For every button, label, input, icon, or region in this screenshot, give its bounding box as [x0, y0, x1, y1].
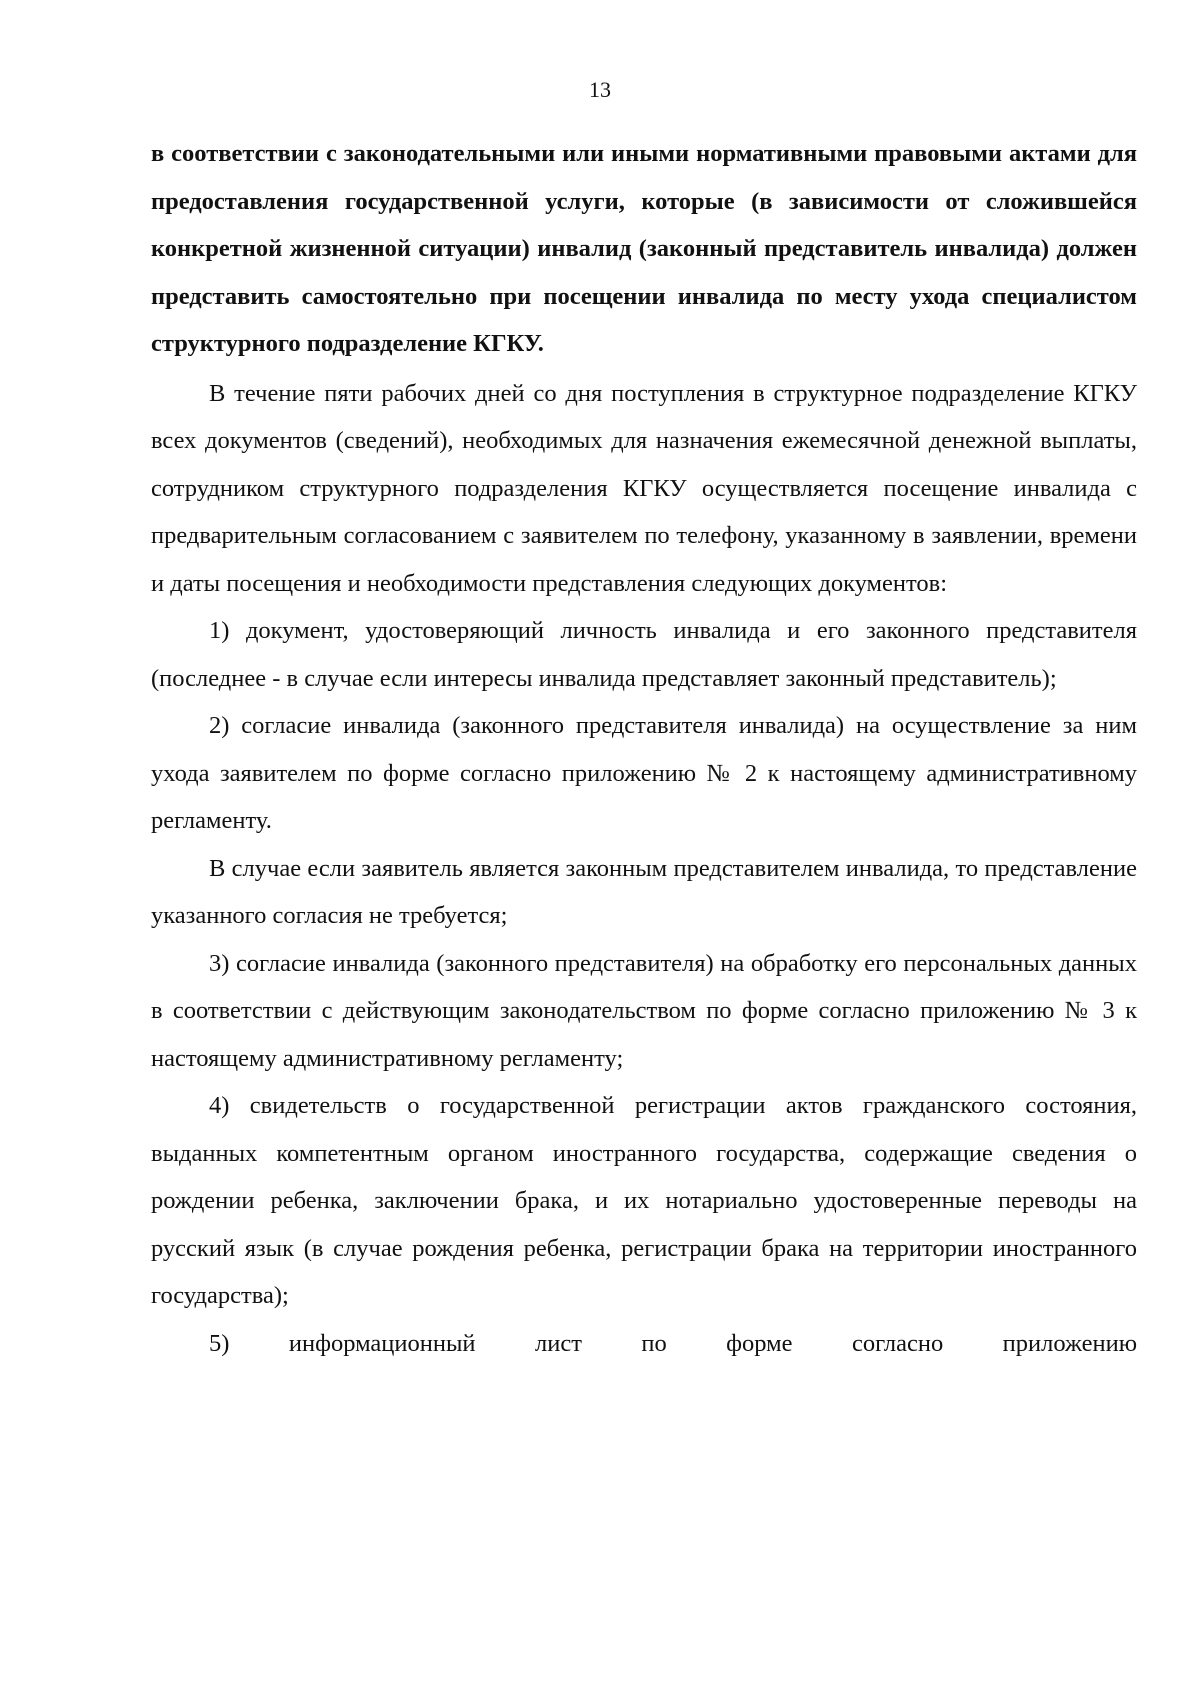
document-body	[151, 130, 1137, 1367]
paragraph-visit: В течение пяти рабочих дней со дня поступления в структурное подразделение КГКУ всех документов (сведений), необходимых для назначения ежемесячной денежной выплаты, сотрудником структурного подразделения КГКУ осуществляется посещение инвалида с предварительным согласованием с заявителем по телефону, указанному в заявлении, времени и даты посещения и необходимости представления следующих документов:	[151, 379, 1137, 597]
page-number: 13	[589, 77, 611, 102]
list-item-4: 4) свидетельств о государственной регистрации актов гражданского состояния, выданных компетентным органом иностранного государства, содержащие сведения о рождении ребенка, заключении брака, и их нотариально удостоверенные переводы на русский язык (в случае рождения ребенка, регистрации брака на территории иностранного государства);	[151, 1092, 1137, 1309]
list-item-2: 2) согласие инвалида (законного представителя инвалида) на осуществление за ним ухода заявителем по форме согласно приложению № 2 к настоящему административному регламенту.	[151, 712, 1137, 834]
paragraph-legal-representative: В случае если заявитель является законным представителем инвалида, то представление указанного согласия не требуется;	[151, 854, 1137, 929]
list-item-5: 5) информационный лист по форме согласно приложению	[209, 1329, 1137, 1357]
list-item-3: 3) согласие инвалида (законного представителя) на обработку его персональных данных в соответствии с действующим законодательством по форме согласно приложению № 3 к настоящему административному регламенту;	[151, 949, 1137, 1072]
list-item-1: 1) документ, удостоверяющий личность инвалида и его законного представителя (последнее - в случае если интересы инвалида представляет законный представитель);	[151, 617, 1137, 692]
paragraph-bold-intro: в соответствии с законодательными или иными нормативными правовыми актами для предоставления государственной услуги, которые (в зависимости от сложившейся конкретной жизненной ситуации) инвалид (законный представитель инвалида) должен представить самостоятельно при посещении инвалида по месту ухода специалистом структурного подразделение КГКУ.	[151, 140, 1137, 357]
